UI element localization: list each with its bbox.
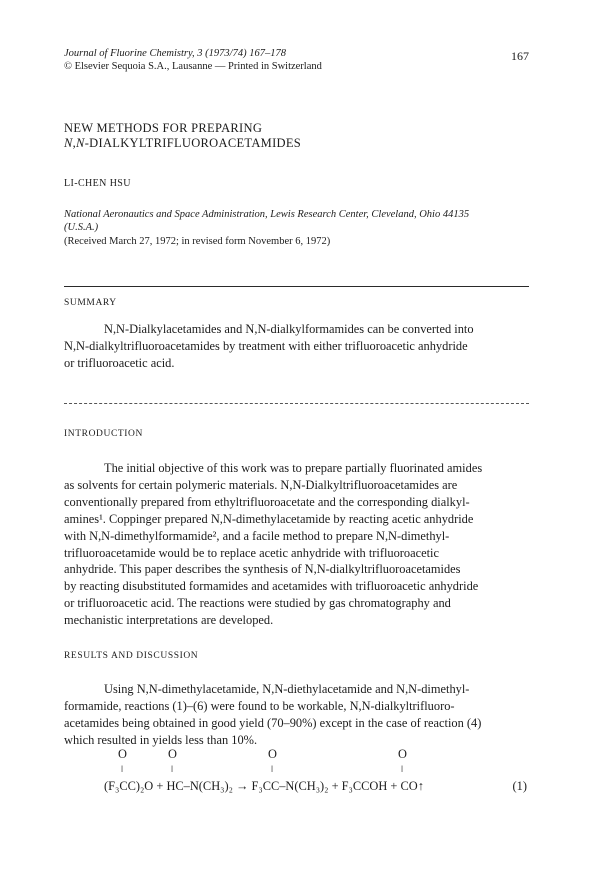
title-line-2-rest: -DIALKYLTRIFLUOROACETAMIDES [84,136,302,150]
introduction-line: conventionally prepared from ethyltrifluoroacetate and the corresponding dialkyl- [64,494,470,509]
introduction-heading: INTRODUCTION [64,429,143,439]
results-line: which resulted in yields less than 10%. [64,732,258,747]
introduction-line: with N,N-dimethylformamide², and a facile method to prepare N,N-dimethyl- [64,528,450,543]
summary-line: N,N-dialkyltrifluoroacetamides by treatment with either trifluoroacetic anhydride [64,338,468,353]
carbonyl-oxygen: O [168,747,177,761]
received-dates: (Received March 27, 1972; in revised form November 6, 1972) [64,236,331,247]
reaction-equation-1 [64,747,529,817]
results-line: acetamides being obtained in good yield (70–90%) except in the case of reaction (4) [64,715,482,730]
introduction-line: anhydride. This paper describes the synthesis of N,N-dialkyltrifluoroacetamides [64,562,461,577]
results-heading: RESULTS AND DISCUSSION [64,651,199,661]
summary-paragraph [64,321,529,372]
double-bond-mark: ‖ [271,764,274,774]
affiliation [64,208,534,234]
introduction-line: as solvents for certain polymeric materials. N,N-Dialkyltrifluoroacetamides are [64,477,458,492]
carbonyl-oxygen: O [268,747,277,761]
summary-line: N,N-Dialkylacetamides and N,N-dialkylformamides can be converted into [104,322,474,336]
equation-number: (1) [512,779,527,793]
title-nn-prefix: N,N [64,136,85,150]
equation-expression: (F₃CC)₂O + HC–N(CH₃)₂ → F₃CC–N(CH₃)₂ + F₃CCOH + CO↑ [104,779,424,793]
introduction-line: by reacting disubstituted formamides and acetamides with trifluoroacetic anhydride [64,579,479,594]
carbonyl-oxygen: O [398,747,407,761]
publisher-line: © Elsevier Sequoia S.A., Lausanne — Printed in Switzerland [64,61,322,72]
article-title [64,121,301,151]
results-paragraph [64,681,529,749]
results-line: formamide, reactions (1)–(6) were found to be workable, N,N-dialkyltrifluoro- [64,698,455,713]
introduction-line: amines¹. Coppinger prepared N,N-dimethylacetamide by reacting acetic anhydride [64,511,474,526]
introduction-line: or trifluoroacetic acid. The reactions were studied by gas chromatography and [64,596,451,611]
introduction-line: trifluoroacetamide would be to replace acetic anhydride with trifluoroacetic [64,545,439,560]
summary-top-rule [64,286,529,287]
summary-heading: SUMMARY [64,298,117,308]
summary-line: or trifluoroacetic acid. [64,355,175,370]
double-bond-mark: ‖ [121,764,124,774]
title-line-1: NEW METHODS FOR PREPARING [64,121,263,135]
summary-bottom-rule [64,403,529,404]
page-number: 167 [511,49,529,63]
double-bond-mark: ‖ [401,764,404,774]
journal-citation: Journal of Fluorine Chemistry, 3 (1973/74) 167–178 [64,48,286,59]
affiliation-line-2: (U.S.A.) [64,222,99,233]
introduction-paragraph [64,460,529,629]
carbonyl-oxygen: O [118,747,127,761]
affiliation-line-1: National Aeronautics and Space Administration, Lewis Research Center, Cleveland, Ohio 44135 [64,209,470,220]
journal-header [64,47,322,73]
double-bond-mark: ‖ [171,764,174,774]
author-name: LI-CHEN HSU [64,178,131,189]
introduction-line: The initial objective of this work was to prepare partially fluorinated amides [104,461,483,475]
title-line-2 [64,136,301,151]
introduction-line: mechanistic interpretations are developed. [64,613,274,628]
results-line: Using N,N-dimethylacetamide, N,N-diethylacetamide and N,N-dimethyl- [104,682,470,696]
